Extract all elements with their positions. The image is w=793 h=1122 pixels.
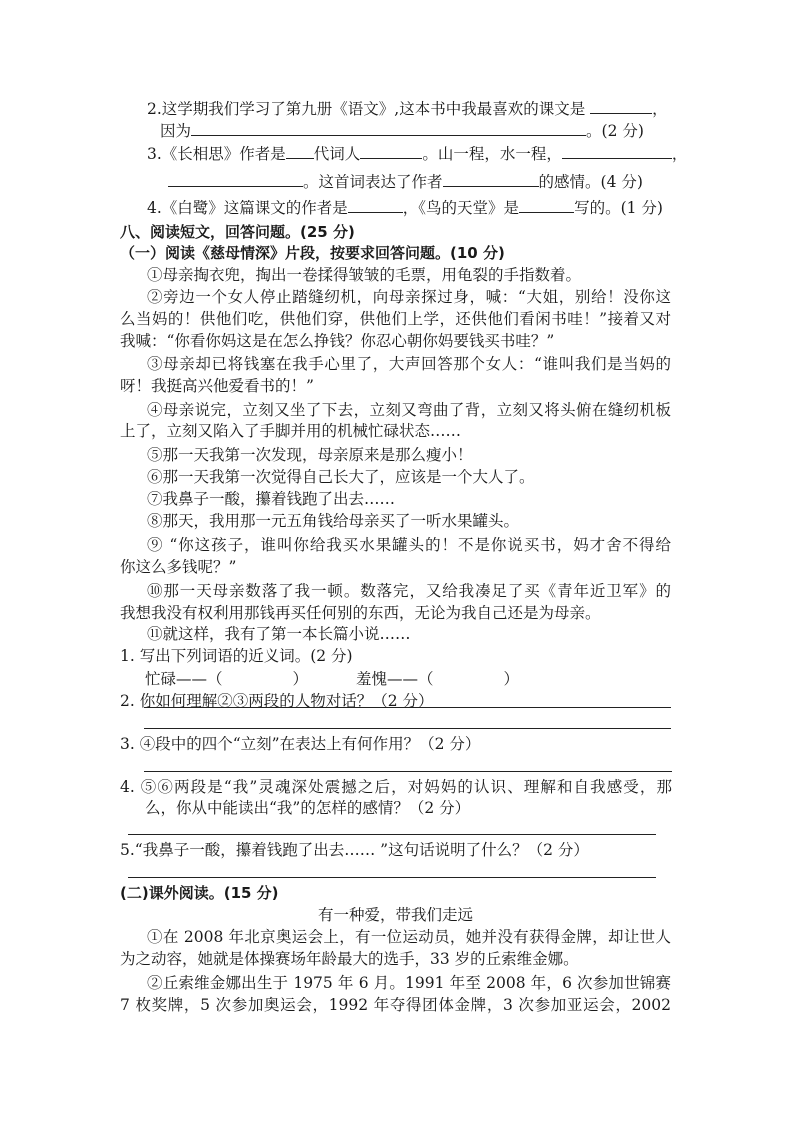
answer-blank[interactable] (286, 143, 314, 159)
question-4-cont: 么，你从中能读出“我”的怎样的感情？（2 分） (145, 799, 471, 817)
q2-text: 2.这学期我们学习了第九册《语文》,这本书中我最喜欢的课文是 (147, 100, 586, 118)
word-label: 忙碌——（ (145, 670, 223, 688)
question-4: 4. ⑤⑥两段是“我”灵魂深处震撼之后，对妈妈的认识、理解和自我感受，那 (120, 778, 672, 796)
fill-q4 (147, 197, 663, 217)
passage-line: ⑧那天，我用那一元五角钱给母亲买了一听水果罐头。 (147, 512, 520, 530)
passage-line: ⑪就这样，我有了第一本长篇小说…… (147, 625, 411, 643)
q4-text: 写的。(1 分) (574, 199, 663, 217)
answer-blank[interactable] (191, 120, 586, 136)
q3-text: 。山一程，水一程， (422, 145, 562, 163)
passage-line: ③母亲却已将钱塞在我手心里了，大声回答那个女人：“谁叫我们是当妈的 (147, 355, 671, 373)
passage-line: ①母亲掏衣兜，掏出一卷揉得皱皱的毛票，用龟裂的手指数着。 (147, 266, 582, 284)
passage-line: ⑦我鼻子一酸，攥着钱跑了出去…… (147, 490, 396, 508)
answer-blank[interactable] (348, 197, 403, 213)
fill-q2-line2 (160, 120, 644, 140)
passage-line: 我想我没有权利用那钱再买任何别的东西，无论为我自己还是为母亲。 (120, 604, 601, 622)
article-title: 有一种爱，带我们走远 (318, 906, 474, 924)
q3-text: 代词人 (313, 145, 361, 163)
q4-text: 4.《白鹭》这篇课文的作者是 (147, 199, 348, 217)
word-label: 羞愧——（ (356, 670, 434, 688)
passage-line: 为之动容，她就是体操赛场年龄最大的选手，33 岁的丘索维金娜。 (120, 950, 579, 968)
fill-q3-line2 (168, 171, 643, 191)
question-1-word1 (145, 669, 308, 689)
q3-text: 3.《长相思》作者是 (147, 145, 286, 163)
answer-line[interactable] (144, 707, 671, 708)
comma: ， (652, 100, 668, 118)
question-1: 1. 写出下列词语的近义词。(2 分) (120, 647, 353, 665)
q4-text: ，《鸟的天堂》是 (402, 199, 520, 217)
fill-q2-line1 (147, 98, 668, 118)
passage-line: 7 枚奖牌，5 次参加奥运会，1992 年夺得团体金牌，3 次参加亚运会，2002 (120, 996, 671, 1014)
answer-blank[interactable] (360, 143, 422, 159)
passage-line: ⑨ “你这孩子，谁叫你给我买水果罐头的！不是你说买书，妈才舍不得给 (147, 536, 671, 554)
question-2: 2. 你如何理解②③两段的人物对话？（2 分） (120, 692, 434, 710)
paren: ） (292, 670, 309, 688)
passage-line: ②丘索维金娜出生于 1975 年 6 月。1991 年至 2008 年，6 次参加世锦赛 (147, 974, 671, 992)
part2-heading: (二)课外阅读。(15 分) (120, 884, 279, 902)
paren: ） (503, 670, 520, 688)
passage-line: ⑤那一天我第一次发现，母亲原来是那么瘦小！ (147, 446, 473, 464)
answer-blank[interactable] (562, 143, 672, 159)
answer-blank[interactable] (168, 171, 303, 187)
q3-text: 的感情。(4 分) (538, 173, 643, 191)
answer-line[interactable] (144, 771, 672, 772)
answer-blank[interactable] (519, 197, 574, 213)
answer-blank[interactable] (443, 171, 539, 187)
passage-line: ①在 2008 年北京奥运会上，有一位运动员，她并没有获得金牌，却让世人 (147, 928, 671, 946)
question-3: 3. ④段中的四个“立刻”在表达上有何作用？（2 分） (120, 735, 481, 753)
passage-line: ④母亲说完，立刻又坐了下去，立刻又弯曲了背，立刻又将头俯在缝纫机板 (147, 401, 671, 419)
q3-text: 。这首词表达了作者 (303, 173, 443, 191)
passage-line: 上了，立刻又陷入了手脚并用的机械忙碌状态…… (120, 422, 462, 440)
question-5: 5.“我鼻子一酸，攥着钱跑了出去…… ”这句话说明了什么？（2 分） (120, 841, 589, 859)
answer-line[interactable] (144, 728, 671, 729)
passage-line: 呀！我挺高兴他爱看书的！” (120, 377, 314, 395)
comma: ， (671, 145, 688, 163)
question-1-word2 (356, 669, 519, 689)
part1-heading: （一）阅读《慈母情深》片段，按要求回答问题。(10 分) (120, 244, 505, 262)
passage-line: 你这么多钱呢？” (120, 558, 237, 576)
answer-line[interactable] (128, 834, 656, 835)
passage-line: 我喊：“你看你妈这是在怎么挣钱？你忍心朝你妈要钱买书哇？” (120, 332, 555, 350)
fill-q3-line1 (147, 143, 687, 163)
q2-score: 。(2 分) (586, 122, 644, 140)
answer-line[interactable] (128, 877, 656, 878)
section-heading: 八、阅读短文，回答问题。(25 分) (120, 223, 355, 241)
answer-blank[interactable] (590, 98, 652, 114)
passage-line: 么当妈的！供他们吃，供他们穿，供他们上学，还供他们看闲书哇！”接着又对 (120, 310, 671, 328)
passage-line: ⑩那一天母亲数落了我一顿。数落完，又给我凑足了买《青年近卫军》的 (147, 582, 671, 600)
passage-line: ②旁边一个女人停止踏缝纫机，向母亲探过身，喊：“大姐，别给！没你这 (147, 288, 671, 306)
q2-because: 因为 (160, 122, 192, 140)
passage-line: ⑥那一天我第一次觉得自己长大了，应该是一个大人了。 (147, 468, 535, 486)
